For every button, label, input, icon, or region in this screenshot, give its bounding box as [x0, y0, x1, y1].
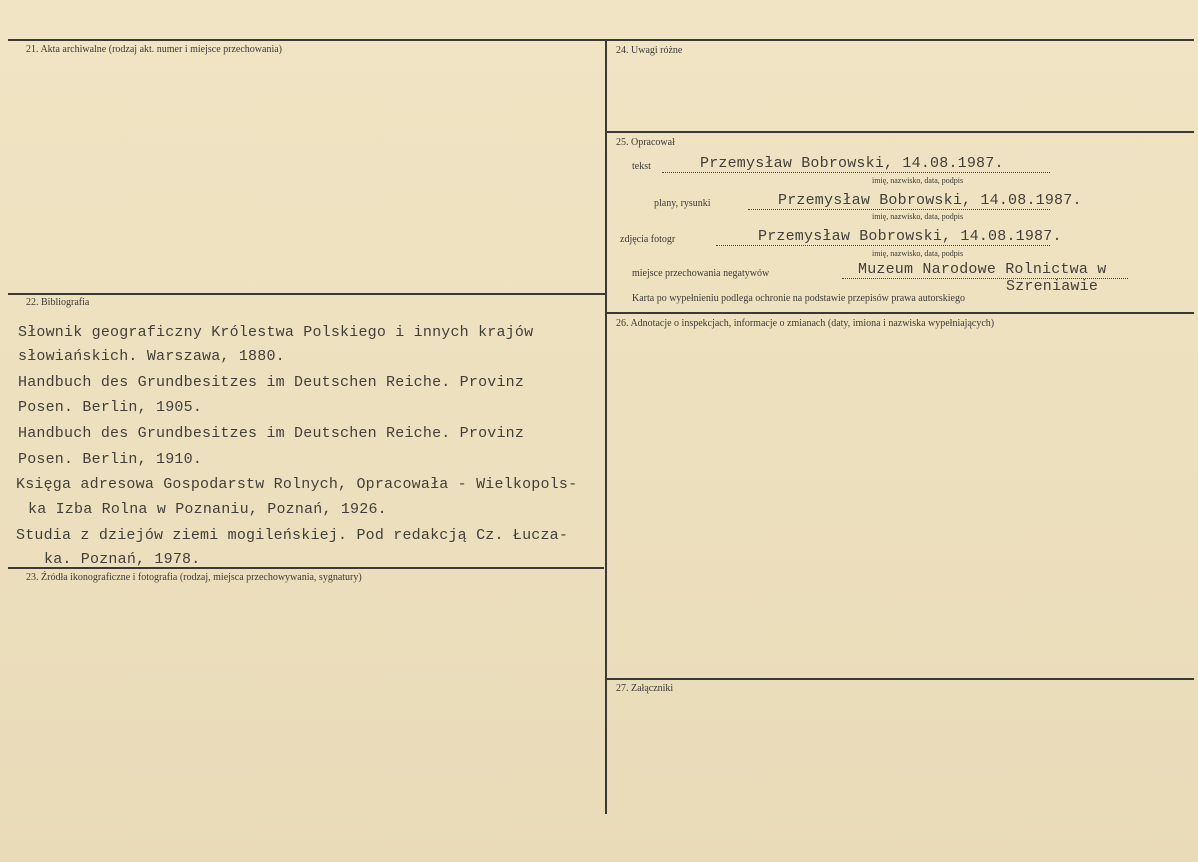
rule-24-25 [607, 131, 1194, 133]
negatywy-value-1: Muzeum Narodowe Rolnictwa w [858, 261, 1107, 278]
section-25-label: 25. Opracował [616, 137, 675, 148]
negatywy-label: miejsce przechowania negatywów [632, 268, 770, 279]
zdjecia-label: zdjęcia fotogr [620, 234, 676, 245]
section-22-label: 22. Bibliografia [26, 297, 90, 308]
plany-value: Przemysław Bobrowski, 14.08.1987. [778, 192, 1082, 209]
column-divider [605, 39, 607, 814]
rule-26-27 [607, 678, 1194, 680]
plany-caption: imię, nazwisko, data, podpis [872, 212, 964, 221]
bibliography-line: ka Izba Rolna w Poznaniu, Poznań, 1926. [28, 501, 387, 518]
negatywy-value-2: Szreniawie [1006, 278, 1099, 295]
tekst-label: tekst [632, 161, 651, 172]
bibliography-line: Słownik geograficzny Królestwa Polskiego i innych krajów [18, 324, 534, 341]
section-24-label: 24. Uwagi różne [616, 45, 683, 56]
bibliography-line: Posen. Berlin, 1905. [18, 399, 203, 416]
rule-21-22 [8, 293, 606, 295]
zdjecia-caption: imię, nazwisko, data, podpis [872, 249, 964, 258]
top-rule [8, 39, 1194, 41]
tekst-caption: imię, nazwisko, data, podpis [872, 176, 964, 185]
bibliography-line: Studia z dziejów ziemi mogileńskiej. Pod redakcją Cz. Łucza- [16, 527, 569, 544]
bibliography-line: Handbuch des Grundbesitzes im Deutschen Reiche. Provinz [18, 425, 525, 442]
tekst-line [662, 172, 1050, 173]
tekst-value: Przemysław Bobrowski, 14.08.1987. [700, 155, 1004, 172]
bibliography-line: Księga adresowa Gospodarstw Rolnych, Opracowała - Wielkopols- [16, 476, 578, 493]
rule-25-26 [607, 312, 1194, 314]
plany-line [748, 209, 1050, 210]
bibliography-line: ka. Poznań, 1978. [44, 551, 201, 568]
section-21-label: 21. Akta archiwalne (rodzaj akt. numer i miejsce przechowania) [26, 44, 283, 55]
bibliography-line: Handbuch des Grundbesitzes im Deutschen Reiche. Provinz [18, 374, 525, 391]
zdjecia-value: Przemysław Bobrowski, 14.08.1987. [758, 228, 1062, 245]
section-26-label: 26. Adnotacje o inspekcjach, informacje o zmianach (daty, imiona i nazwiska wypełniających) [616, 318, 995, 329]
section-27-label: 27. Załączniki [616, 683, 674, 694]
section-23-label: 23. Źródła ikonograficzne i fotografia (rodzaj, miejsca przechowywania, sygnatury) [26, 572, 362, 583]
zdjecia-line [716, 245, 1050, 246]
plany-label: plany, rysunki [654, 198, 711, 209]
bibliography-line: słowiańskich. Warszawa, 1880. [18, 348, 285, 365]
copyright-note: Karta po wypełnieniu podlega ochronie na podstawie przepisów prawa autorskiego [632, 293, 965, 304]
bibliography-line: Posen. Berlin, 1910. [18, 451, 203, 468]
